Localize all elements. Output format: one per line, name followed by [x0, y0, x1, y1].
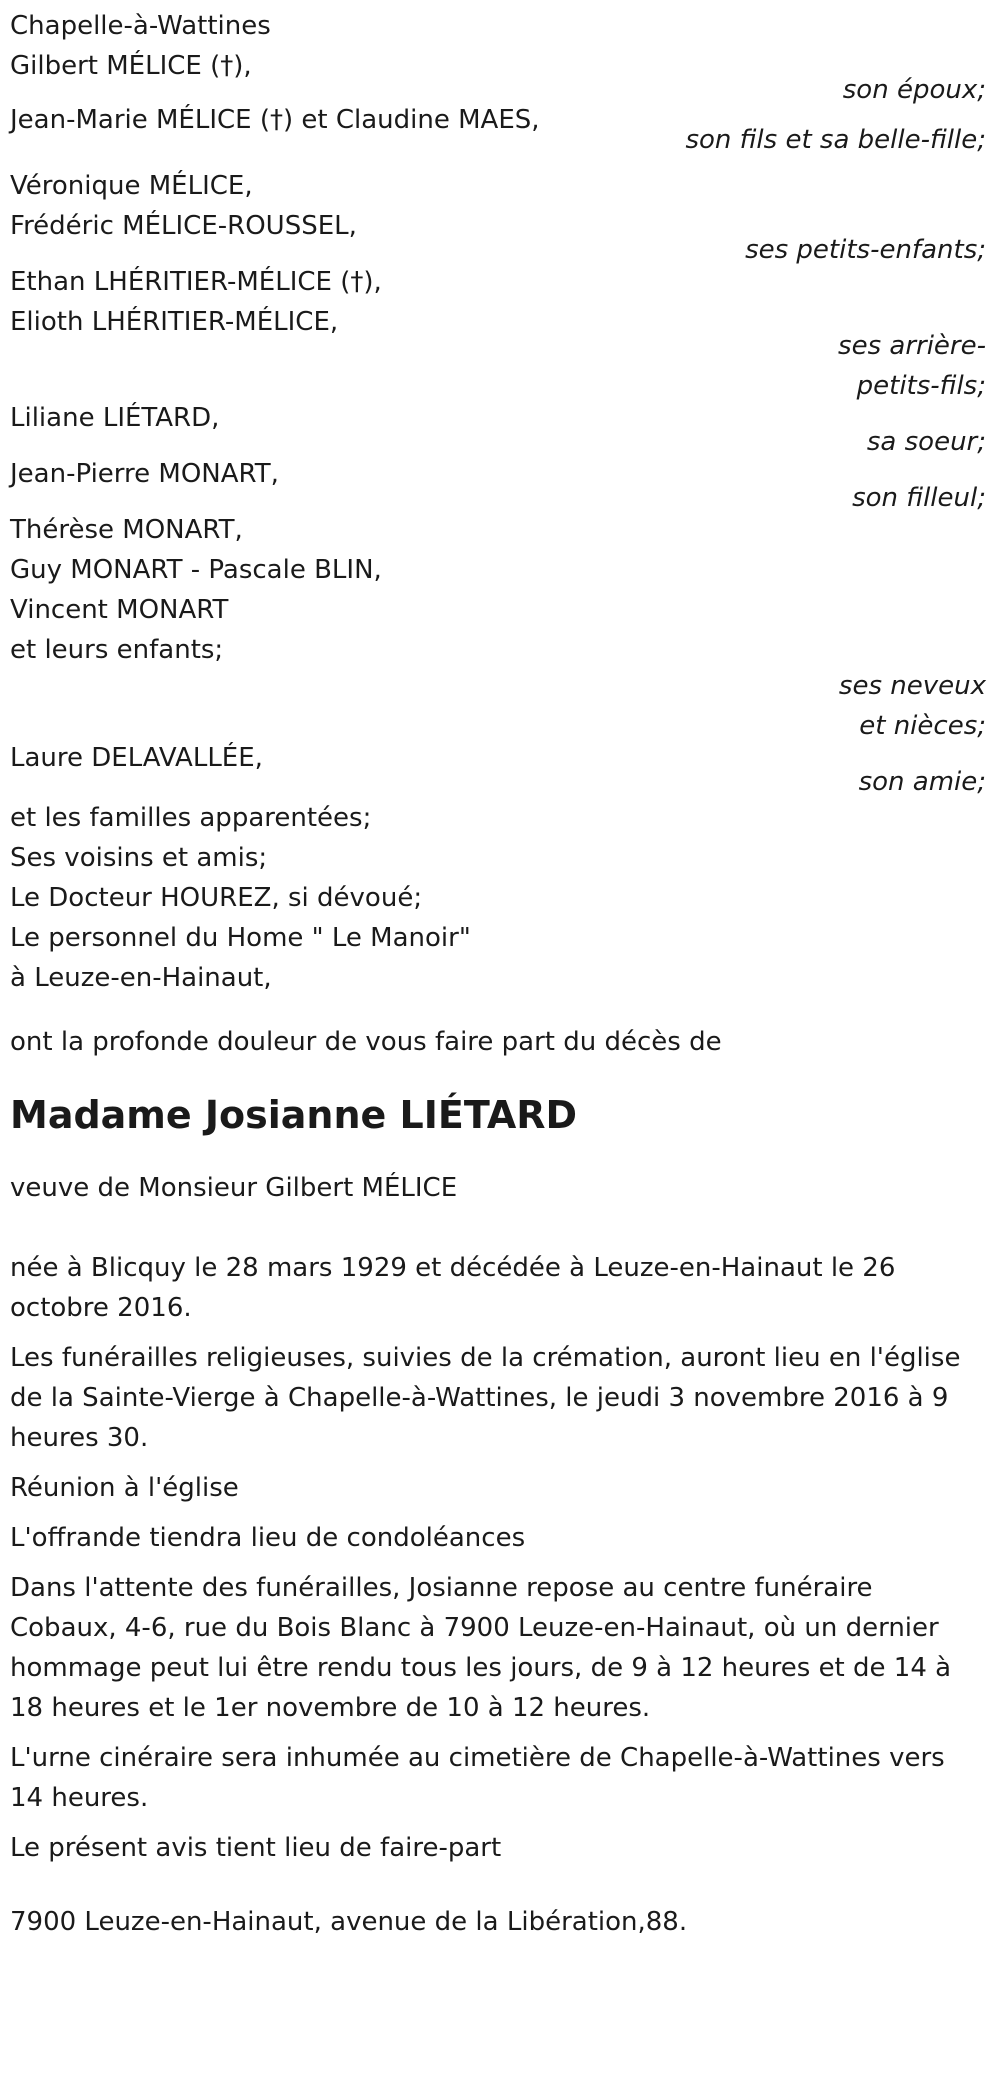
family-name: Jean-Marie MÉLICE (†) et Claudine MAES, [10, 105, 540, 135]
village-name: Chapelle-à-Wattines [10, 11, 271, 41]
address-text: 7900 Leuze-en-Hainaut, avenue de la Libération,88. [10, 1907, 688, 1937]
others-line: Le Docteur HOUREZ, si dévoué; [10, 883, 423, 913]
family-group-friend [10, 738, 990, 802]
family-role: sa soeur; [866, 427, 986, 457]
birth-death-paragraph: née à Blicquy le 28 mars 1929 et décédée à Leuze-en-Hainaut le 26 octobre 2016. [10, 1253, 896, 1323]
family-group-godson [10, 454, 990, 518]
spacer [10, 1208, 990, 1248]
spacer [10, 1878, 990, 1902]
announcement-text: ont la profonde douleur de vous faire part du décès de [10, 1027, 722, 1057]
family-name: Jean-Pierre MONART, [10, 459, 279, 489]
family-role: son filleul; [852, 483, 986, 513]
family-role: ses arrière-petits-fils; [838, 331, 986, 401]
family-name: Laure DELAVALLÉE, [10, 743, 263, 773]
family-group-great-grandsons [10, 262, 990, 406]
family-role: son amie; [858, 767, 986, 797]
family-group-sister [10, 398, 990, 462]
family-role: son époux; [842, 75, 986, 105]
notice-paragraph: Le présent avis tient lieu de faire-part [10, 1833, 502, 1863]
family-name: Thérèse MONART, [10, 515, 243, 545]
deceased-name: Madame Josianne LIÉTARD [10, 1093, 578, 1137]
widow-of-text: veuve de Monsieur Gilbert MÉLICE [10, 1173, 458, 1203]
family-role: ses petits-enfants; [745, 235, 986, 265]
family-name: Guy MONART - Pascale BLIN, [10, 555, 382, 585]
others-line: et les familles apparentées; [10, 803, 372, 833]
offering-paragraph: L'offrande tiendra lieu de condoléances [10, 1523, 526, 1553]
visitation-paragraph: Dans l'attente des funérailles, Josianne repose au centre funéraire Cobaux, 4-6, rue du Bois Blanc à 7900 Leuze-en-Hainaut, où un dernier hommage peut lui être rendu tous les jours, de 9 à 12 heures et de 14 à 18 heures et le 1er novembre de 10 à 12 heures. [10, 1573, 952, 1723]
family-name: Vincent MONART [10, 595, 229, 625]
family-name: Frédéric MÉLICE-ROUSSEL, [10, 211, 357, 241]
others-list [10, 798, 990, 998]
family-role: ses neveux et nièces; [838, 671, 986, 741]
family-group-nephews [10, 510, 990, 746]
family-name: Gilbert MÉLICE (†), [10, 51, 252, 81]
meeting-paragraph: Réunion à l'église [10, 1473, 239, 1503]
family-name: Elioth LHÉRITIER-MÉLICE, [10, 307, 339, 337]
others-line: Le personnel du Home " Le Manoir" [10, 923, 471, 953]
family-name: et leurs enfants; [10, 635, 224, 665]
funeral-paragraph: Les funérailles religieuses, suivies de la crémation, auront lieu en l'église de la Sainte-Vierge à Chapelle-à-Wattines, le jeudi 3 novembre 2016 à 9 heures 30. [10, 1343, 961, 1453]
family-name: Véronique MÉLICE, [10, 171, 253, 201]
family-group-grandchildren [10, 166, 990, 270]
family-role: son fils et sa belle-fille; [685, 125, 986, 155]
others-line: Ses voisins et amis; [10, 843, 268, 873]
family-name: Ethan LHÉRITIER-MÉLICE (†), [10, 267, 382, 297]
urn-paragraph: L'urne cinéraire sera inhumée au cimetière de Chapelle-à-Wattines vers 14 heures. [10, 1743, 945, 1813]
family-name: Liliane LIÉTARD, [10, 403, 220, 433]
others-line: à Leuze-en-Hainaut, [10, 963, 272, 993]
spacer [10, 998, 990, 1022]
family-group-son [10, 100, 990, 160]
